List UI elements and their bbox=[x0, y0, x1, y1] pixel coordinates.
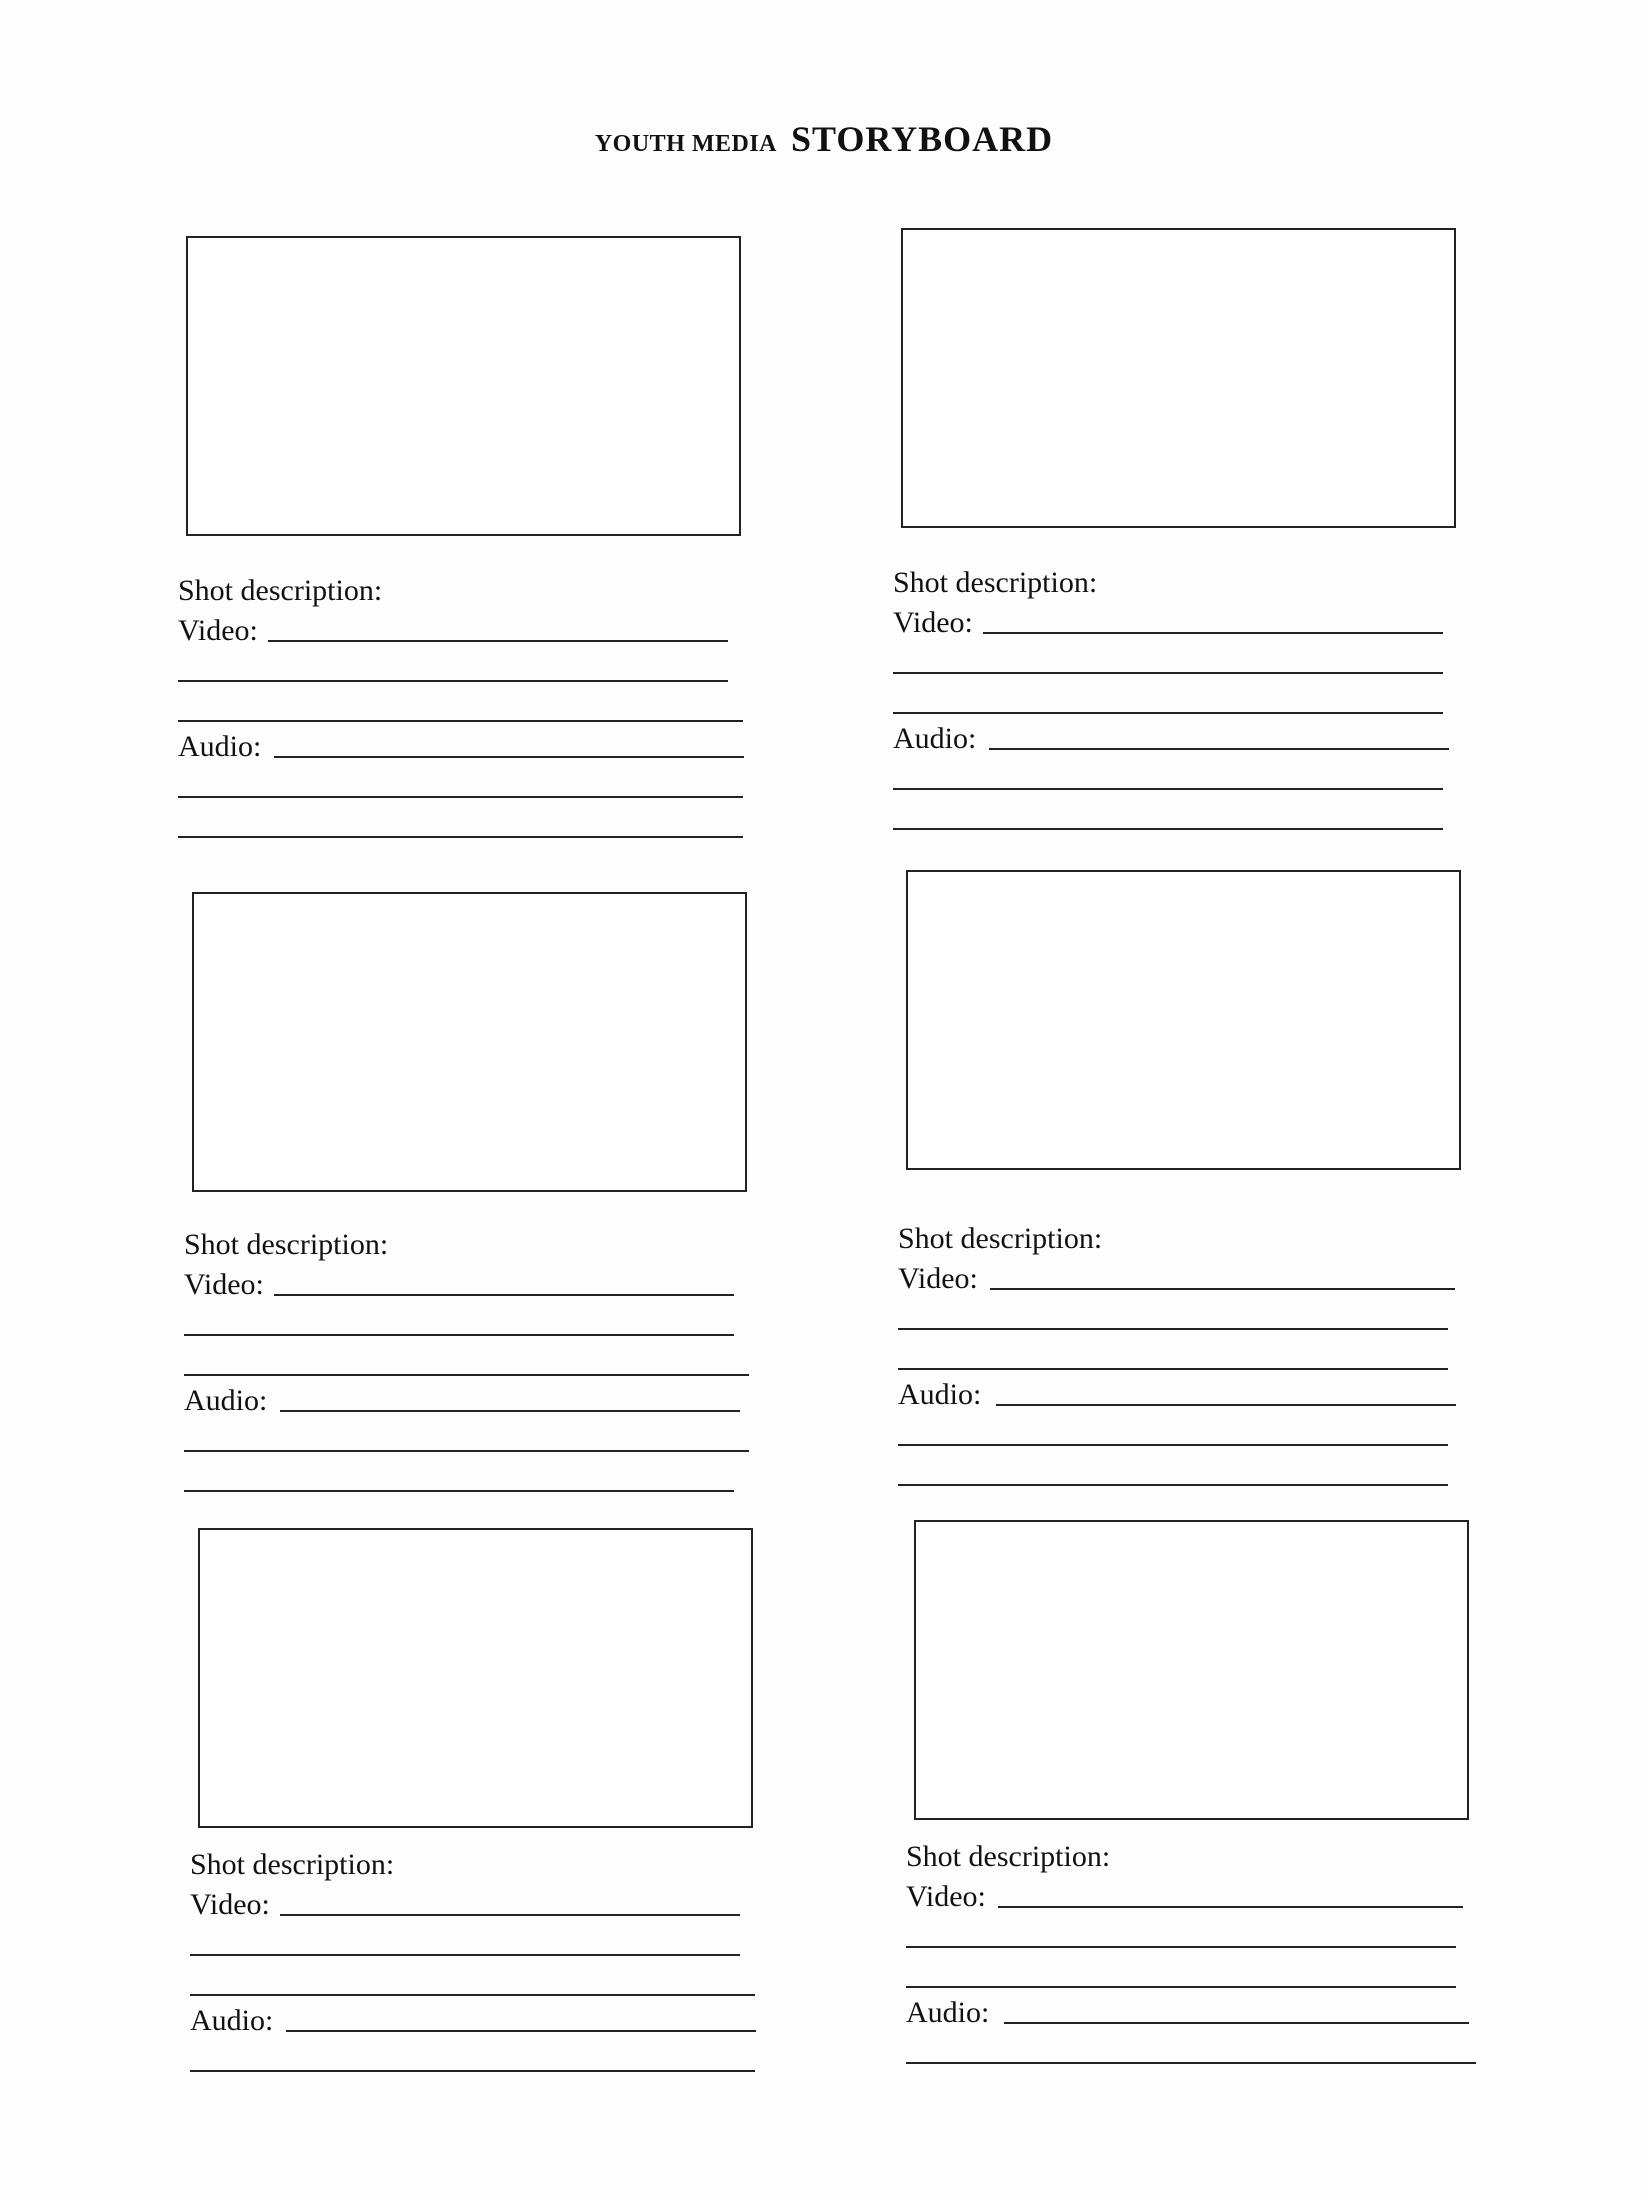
audio-line[interactable] bbox=[178, 836, 743, 838]
storyboard-panel bbox=[893, 228, 1473, 838]
video-line[interactable] bbox=[898, 1328, 1448, 1330]
audio-line[interactable] bbox=[1004, 2022, 1469, 2024]
title-prefix: YOUTH MEDIA bbox=[594, 131, 778, 157]
storyboard-panel bbox=[178, 236, 758, 846]
sketch-frame[interactable] bbox=[198, 1528, 753, 1828]
audio-line[interactable] bbox=[280, 1410, 740, 1412]
sketch-frame[interactable] bbox=[901, 228, 1456, 528]
audio-line[interactable] bbox=[893, 788, 1443, 790]
video-line[interactable] bbox=[893, 672, 1443, 674]
storyboard-panel bbox=[906, 1520, 1486, 2080]
audio-label: Audio: bbox=[893, 722, 977, 755]
video-line[interactable] bbox=[906, 1986, 1456, 1988]
video-line[interactable] bbox=[893, 712, 1443, 714]
audio-line[interactable] bbox=[906, 2062, 1476, 2064]
video-line[interactable] bbox=[906, 1946, 1456, 1948]
audio-line[interactable] bbox=[996, 1404, 1456, 1406]
audio-line[interactable] bbox=[286, 2030, 756, 2032]
video-line[interactable] bbox=[983, 632, 1443, 634]
video-label: Video: bbox=[190, 1888, 270, 1921]
shot-description-label: Shot description: bbox=[178, 574, 383, 607]
shot-description-label: Shot description: bbox=[893, 566, 1098, 599]
shot-description-label: Shot description: bbox=[898, 1222, 1103, 1255]
video-line[interactable] bbox=[998, 1906, 1463, 1908]
shot-description-label: Shot description: bbox=[906, 1840, 1111, 1873]
audio-line[interactable] bbox=[184, 1490, 734, 1492]
storyboard-panel bbox=[190, 1528, 770, 2088]
video-line[interactable] bbox=[898, 1368, 1448, 1370]
sketch-frame[interactable] bbox=[906, 870, 1461, 1170]
video-label: Video: bbox=[906, 1880, 986, 1913]
storyboard-panel bbox=[184, 892, 764, 1502]
audio-line[interactable] bbox=[274, 756, 744, 758]
audio-line[interactable] bbox=[898, 1444, 1448, 1446]
page-title bbox=[0, 118, 1648, 160]
video-label: Video: bbox=[898, 1262, 978, 1295]
video-label: Video: bbox=[178, 614, 258, 647]
sketch-frame[interactable] bbox=[186, 236, 741, 536]
shot-description-label: Shot description: bbox=[184, 1228, 389, 1261]
audio-label: Audio: bbox=[190, 2004, 274, 2037]
sketch-frame[interactable] bbox=[192, 892, 747, 1192]
audio-line[interactable] bbox=[989, 748, 1449, 750]
shot-description-label: Shot description: bbox=[190, 1848, 395, 1881]
video-line[interactable] bbox=[190, 1954, 740, 1956]
audio-label: Audio: bbox=[906, 1996, 990, 2029]
audio-line[interactable] bbox=[898, 1484, 1448, 1486]
audio-label: Audio: bbox=[184, 1384, 268, 1417]
storyboard-panel bbox=[898, 870, 1478, 1480]
video-line[interactable] bbox=[178, 720, 743, 722]
video-line[interactable] bbox=[190, 1994, 755, 1996]
video-line[interactable] bbox=[268, 640, 728, 642]
audio-line[interactable] bbox=[893, 828, 1443, 830]
video-line[interactable] bbox=[178, 680, 728, 682]
video-label: Video: bbox=[184, 1268, 264, 1301]
audio-line[interactable] bbox=[178, 796, 743, 798]
audio-line[interactable] bbox=[190, 2070, 755, 2072]
video-line[interactable] bbox=[274, 1294, 734, 1296]
video-label: Video: bbox=[893, 606, 973, 639]
audio-line[interactable] bbox=[184, 1450, 749, 1452]
video-line[interactable] bbox=[184, 1334, 734, 1336]
title-main: STORYBOARD bbox=[791, 119, 1054, 159]
sketch-frame[interactable] bbox=[914, 1520, 1469, 1820]
video-line[interactable] bbox=[990, 1288, 1455, 1290]
audio-label: Audio: bbox=[898, 1378, 982, 1411]
video-line[interactable] bbox=[184, 1374, 749, 1376]
audio-label: Audio: bbox=[178, 730, 262, 763]
video-line[interactable] bbox=[280, 1914, 740, 1916]
